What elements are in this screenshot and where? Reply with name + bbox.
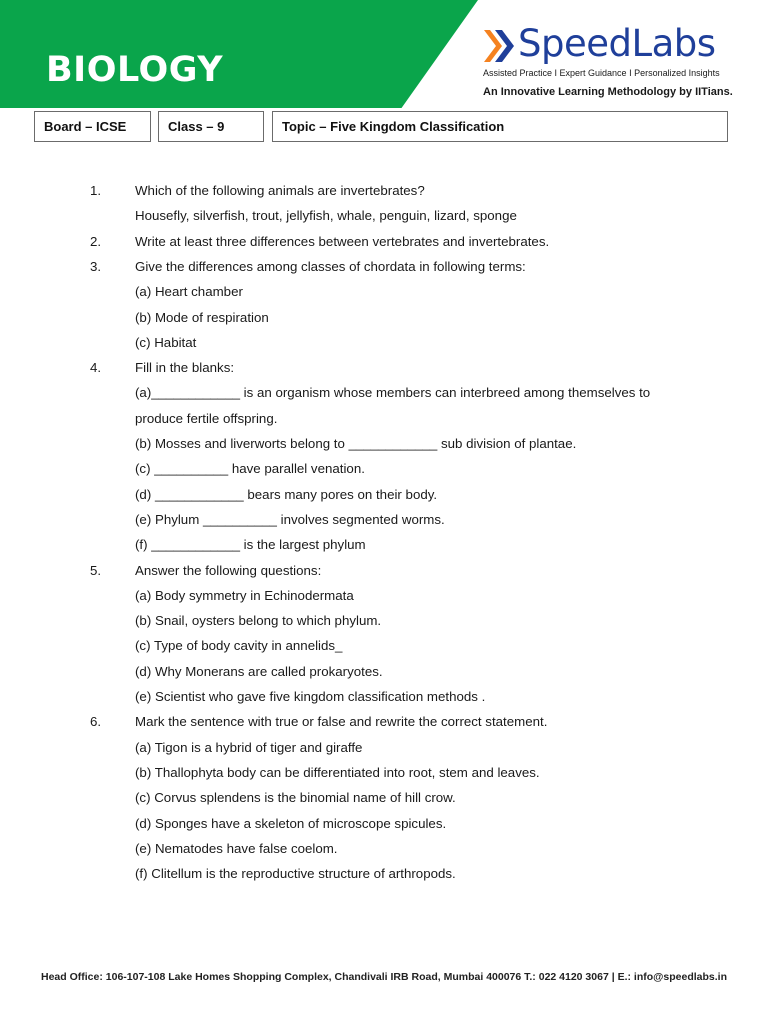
question-subline: (f) Clitellum is the reproductive structure of arthropods. — [135, 866, 456, 881]
question-number: 5. — [90, 563, 102, 578]
speedlabs-logo — [480, 20, 733, 104]
question-subline: (d) ____________ bears many pores on their body. — [135, 487, 438, 502]
question-subline: (b) Mosses and liverworts belong to ____________ sub division of plantae. — [135, 436, 577, 451]
question-subline: (f) ____________ is the largest phylum — [135, 537, 366, 552]
question-subline: (e) Phylum __________ involves segmented worms. — [135, 512, 445, 527]
question-number: 1. — [90, 183, 102, 198]
question-subline: (d) Why Monerans are called prokaryotes. — [135, 664, 383, 679]
question-subline: (e) Nematodes have false coelom. — [135, 841, 338, 856]
logo-tagline: Assisted Practice I Expert Guidance I Personalized Insights — [483, 68, 720, 78]
topic-box: Topic – Five Kingdom Classification — [272, 111, 728, 142]
question-subline: (a) Tigon is a hybrid of tiger and giraffe — [135, 740, 363, 755]
question-subline: (c) __________ have parallel venation. — [135, 461, 365, 476]
question-text: Which of the following animals are invertebrates? — [135, 183, 425, 198]
footer-contact: Head Office: 106-107-108 Lake Homes Shopping Complex, Chandivali IRB Road, Mumbai 400076 T.: 022 4120 3067 | E.: info@speedlabs.in — [41, 971, 727, 983]
question-text: Write at least three differences between vertebrates and invertebrates. — [135, 234, 550, 249]
question-number: 2. — [90, 234, 102, 249]
subject-title: BIOLOGY — [46, 50, 224, 90]
question-text: Mark the sentence with true or false and rewrite the correct statement. — [135, 714, 548, 729]
question-subline: (d) Sponges have a skeleton of microscope spicules. — [135, 816, 447, 831]
question-number: 6. — [90, 714, 102, 729]
question-subline: (a) Body symmetry in Echinodermata — [135, 588, 354, 603]
question-text: Fill in the blanks: — [135, 360, 235, 375]
speedlabs-chevron-icon — [482, 26, 516, 66]
question-text: Answer the following questions: — [135, 563, 322, 578]
board-box: Board – ICSE — [34, 111, 151, 142]
class-box: Class – 9 — [158, 111, 264, 142]
question-subline: produce fertile offspring. — [135, 411, 278, 426]
question-subline: (b) Thallophyta body can be differentiated into root, stem and leaves. — [135, 765, 540, 780]
question-number: 3. — [90, 259, 102, 274]
logo-wordmark: SpeedLabs — [518, 22, 716, 65]
question-subline: Housefly, silverfish, trout, jellyfish, whale, penguin, lizard, sponge — [135, 208, 517, 223]
question-text: Give the differences among classes of chordata in following terms: — [135, 259, 526, 274]
question-subline: (c) Type of body cavity in annelids_ — [135, 638, 343, 653]
question-number: 4. — [90, 360, 102, 375]
question-subline: (c) Corvus splendens is the binomial name of hill crow. — [135, 790, 456, 805]
question-subline: (a)____________ is an organism whose members can interbreed among themselves to — [135, 385, 651, 400]
question-subline: (b) Snail, oysters belong to which phylum. — [135, 613, 382, 628]
question-subline: (b) Mode of respiration — [135, 310, 269, 325]
question-subline: (c) Habitat — [135, 335, 197, 350]
question-subline: (e) Scientist who gave five kingdom classification methods . — [135, 689, 486, 704]
logo-subtitle: An Innovative Learning Methodology by IITians. — [483, 86, 733, 98]
question-subline: (a) Heart chamber — [135, 284, 243, 299]
